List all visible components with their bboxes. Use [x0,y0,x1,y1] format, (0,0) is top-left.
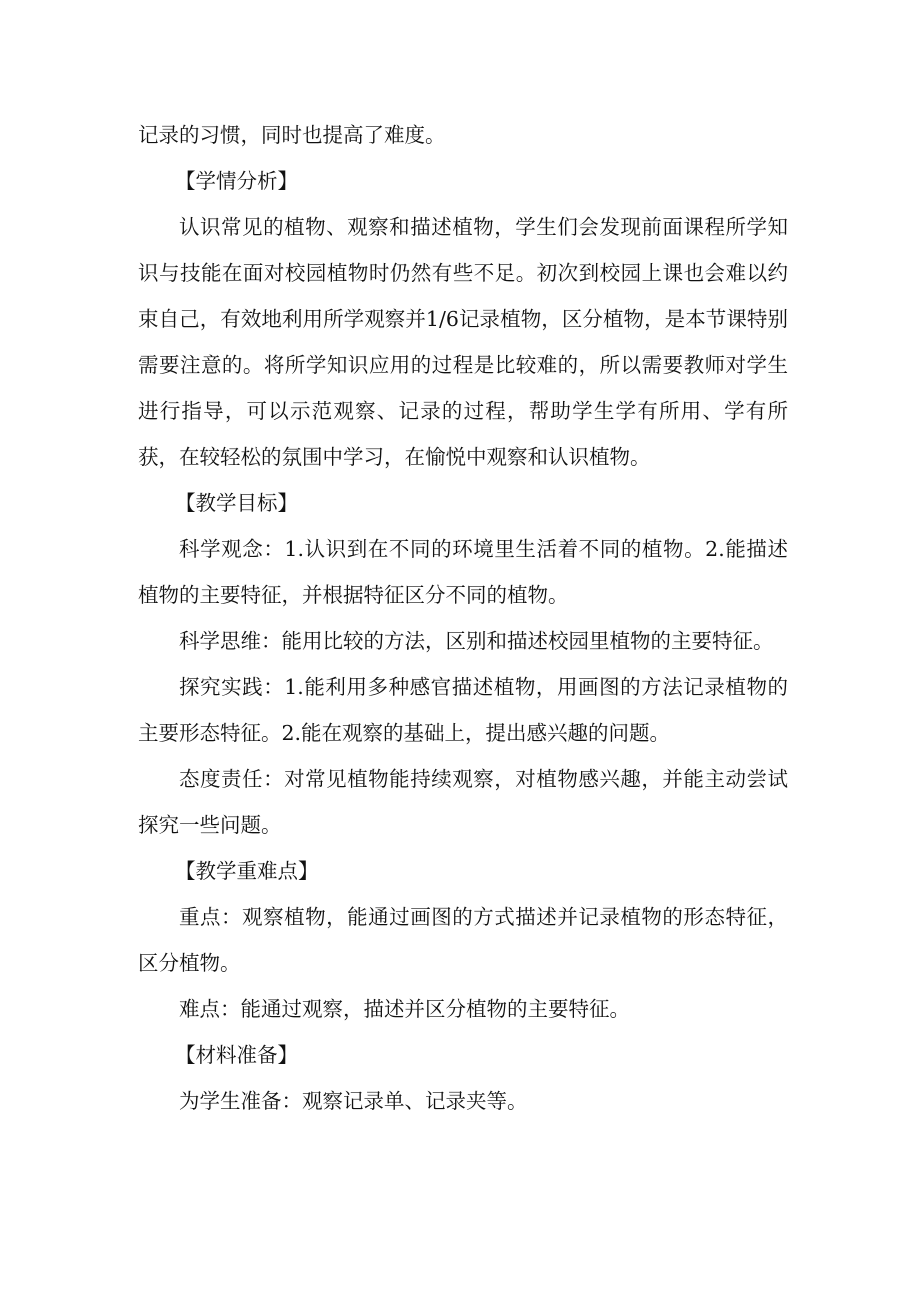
paragraph-inquiry-practice: 探究实践：1.能利用多种感官描述植物，用画图的方法记录植物的主要形态特征。2.能在观察的基础上，提出感兴趣的问题。 [138,675,788,745]
paragraph-attitude-responsibility: 态度责任：对常见植物能持续观察，对植物感兴趣，并能主动尝试探究一些问题。 [138,767,788,837]
continuation-text: 记录的习惯，同时也提高了难度。 [138,123,446,147]
section-heading-materials: 【材料准备】 [175,1043,298,1067]
section-heading-teaching-goals: 【教学目标】 [175,491,298,515]
paragraph-science-concept: 科学观念：1.认识到在不同的环境里生活着不同的植物。2.能描述植物的主要特征，并根据特征区分不同的植物。 [138,537,788,607]
section-heading-learning-analysis: 【学情分析】 [175,169,298,193]
paragraph-materials: 为学生准备：观察记录单、记录夹等。 [179,1089,528,1113]
paragraph-learning-analysis: 认识常见的植物、观察和描述植物，学生们会发现前面课程所学知识与技能在面对校园植物时仍然有些不足。初次到校园上课也会难以约束自己，有效地利用所学观察并1/6记录植物，区分植物，是本节课特别需要注意的。将所学知识应用的过程是比较难的，所以需要教师对学生进行指导，可以示范观察、记录的过程，帮助学生学有所用、学有所获，在较轻松的氛围中学习，在愉悦中观察和认识植物。 [138,215,788,469]
paragraph-science-thinking: 科学思维：能用比较的方法，区别和描述校园里植物的主要特征。 [179,629,774,653]
document-page [138,112,788,1124]
paragraph-difficult-point: 难点：能通过观察，描述并区分植物的主要特征。 [179,997,630,1021]
section-heading-key-difficult-points: 【教学重难点】 [175,859,319,883]
paragraph-key-point: 重点：观察植物，能通过画图的方式描述并记录植物的形态特征，区分植物。 [138,905,788,975]
